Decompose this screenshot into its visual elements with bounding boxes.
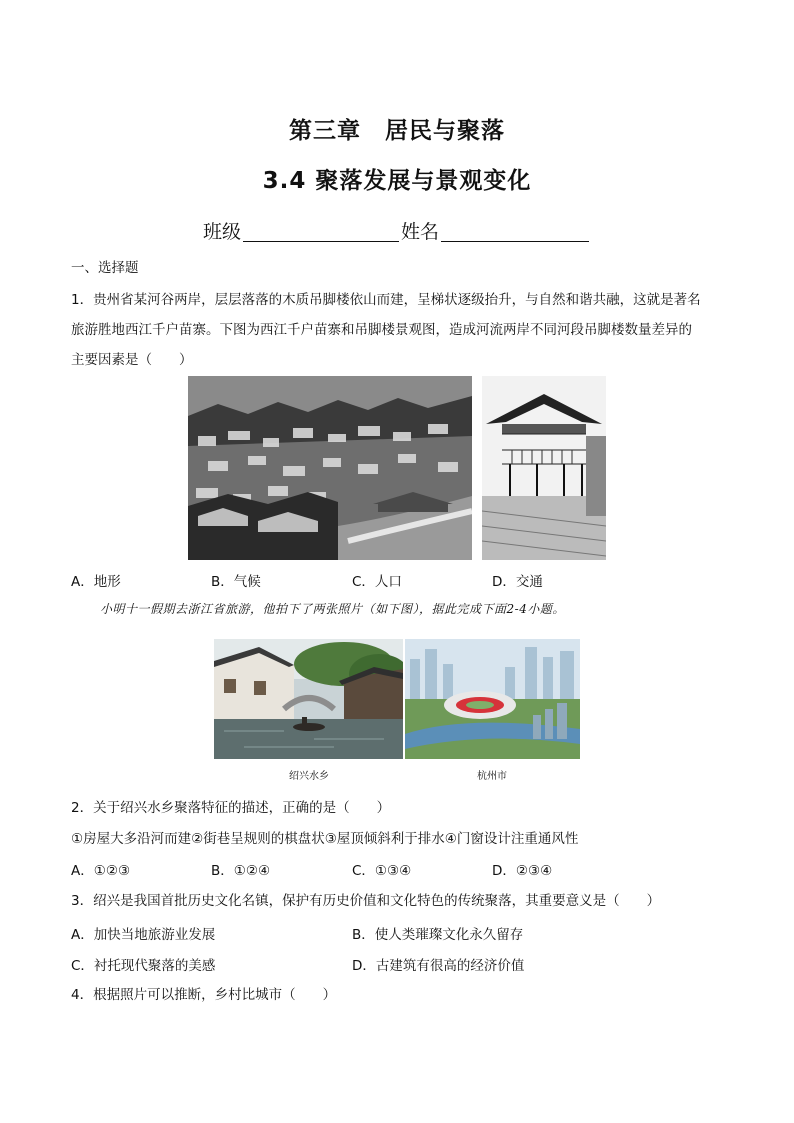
name-label: 姓名 bbox=[401, 221, 440, 243]
class-name-row bbox=[0, 217, 794, 244]
q3-option-b[interactable]: B．使人类璀璨文化永久留存 bbox=[352, 927, 524, 943]
caption-hangzhou: 杭州市 bbox=[477, 771, 507, 782]
q1-option-b[interactable]: B．气候 bbox=[211, 574, 261, 590]
q1-option-d[interactable]: D．交通 bbox=[492, 574, 543, 590]
stilt-house-photo bbox=[482, 376, 606, 560]
q3-option-c[interactable]: C．衬托现代聚落的美感 bbox=[71, 958, 216, 974]
q2-option-a[interactable]: A．①②③ bbox=[71, 863, 131, 879]
q1-stem-line1: 1．贵州省某河谷两岸，层层落落的木质吊脚楼依山而建，呈梯状逐级抬升，与自然和谐共融，这就是著名 bbox=[71, 292, 701, 308]
intro-2-4: 小明十一假期去浙江省旅游，他拍下了两张照片（如下图），据此完成下面2-4小题。 bbox=[100, 602, 565, 616]
q3-option-d[interactable]: D．古建筑有很高的经济价值 bbox=[352, 958, 525, 974]
q4-stem: 4．根据照片可以推断，乡村比城市（ ） bbox=[71, 987, 337, 1003]
q3-option-a[interactable]: A．加快当地旅游业发展 bbox=[71, 927, 216, 943]
chapter-title: 第三章 居民与聚落 bbox=[289, 118, 505, 144]
q3-stem: 3．绍兴是我国首批历史文化名镇，保护有历史价值和文化特色的传统聚落，其重要意义是（ ） bbox=[71, 893, 661, 909]
q2-stem: 2．关于绍兴水乡聚落特征的描述，正确的是（ ） bbox=[71, 800, 391, 816]
q2-option-c[interactable]: C．①③④ bbox=[352, 863, 412, 879]
q2-option-b[interactable]: B．①②④ bbox=[211, 863, 271, 879]
section-label: 一、选择题 bbox=[71, 260, 139, 276]
q2-statements: ①房屋大多沿河而建②街巷呈规则的棋盘状③屋顶倾斜利于排水④门窗设计注重通风性 bbox=[71, 831, 579, 847]
shaoxing-photo bbox=[214, 639, 403, 759]
hangzhou-photo bbox=[405, 639, 580, 759]
q1-stem-line2: 旅游胜地西江千户苗寨。下图为西江千户苗寨和吊脚楼景观图，造成河流两岸不同河段吊脚楼数量差异的 bbox=[71, 322, 692, 338]
q2-option-d[interactable]: D．②③④ bbox=[492, 863, 553, 879]
q1-option-a[interactable]: A．地形 bbox=[71, 574, 121, 590]
miao-village-photo bbox=[188, 376, 472, 560]
name-blank[interactable] bbox=[441, 221, 589, 242]
section-title: 3.4 聚落发展与景观变化 bbox=[262, 168, 532, 194]
q1-stem-line3: 主要因素是（ ） bbox=[71, 352, 193, 368]
caption-shaoxing: 绍兴水乡 bbox=[289, 771, 329, 782]
class-blank[interactable] bbox=[243, 221, 399, 242]
q1-option-c[interactable]: C．人口 bbox=[352, 574, 402, 590]
class-label: 班级 bbox=[202, 221, 241, 243]
